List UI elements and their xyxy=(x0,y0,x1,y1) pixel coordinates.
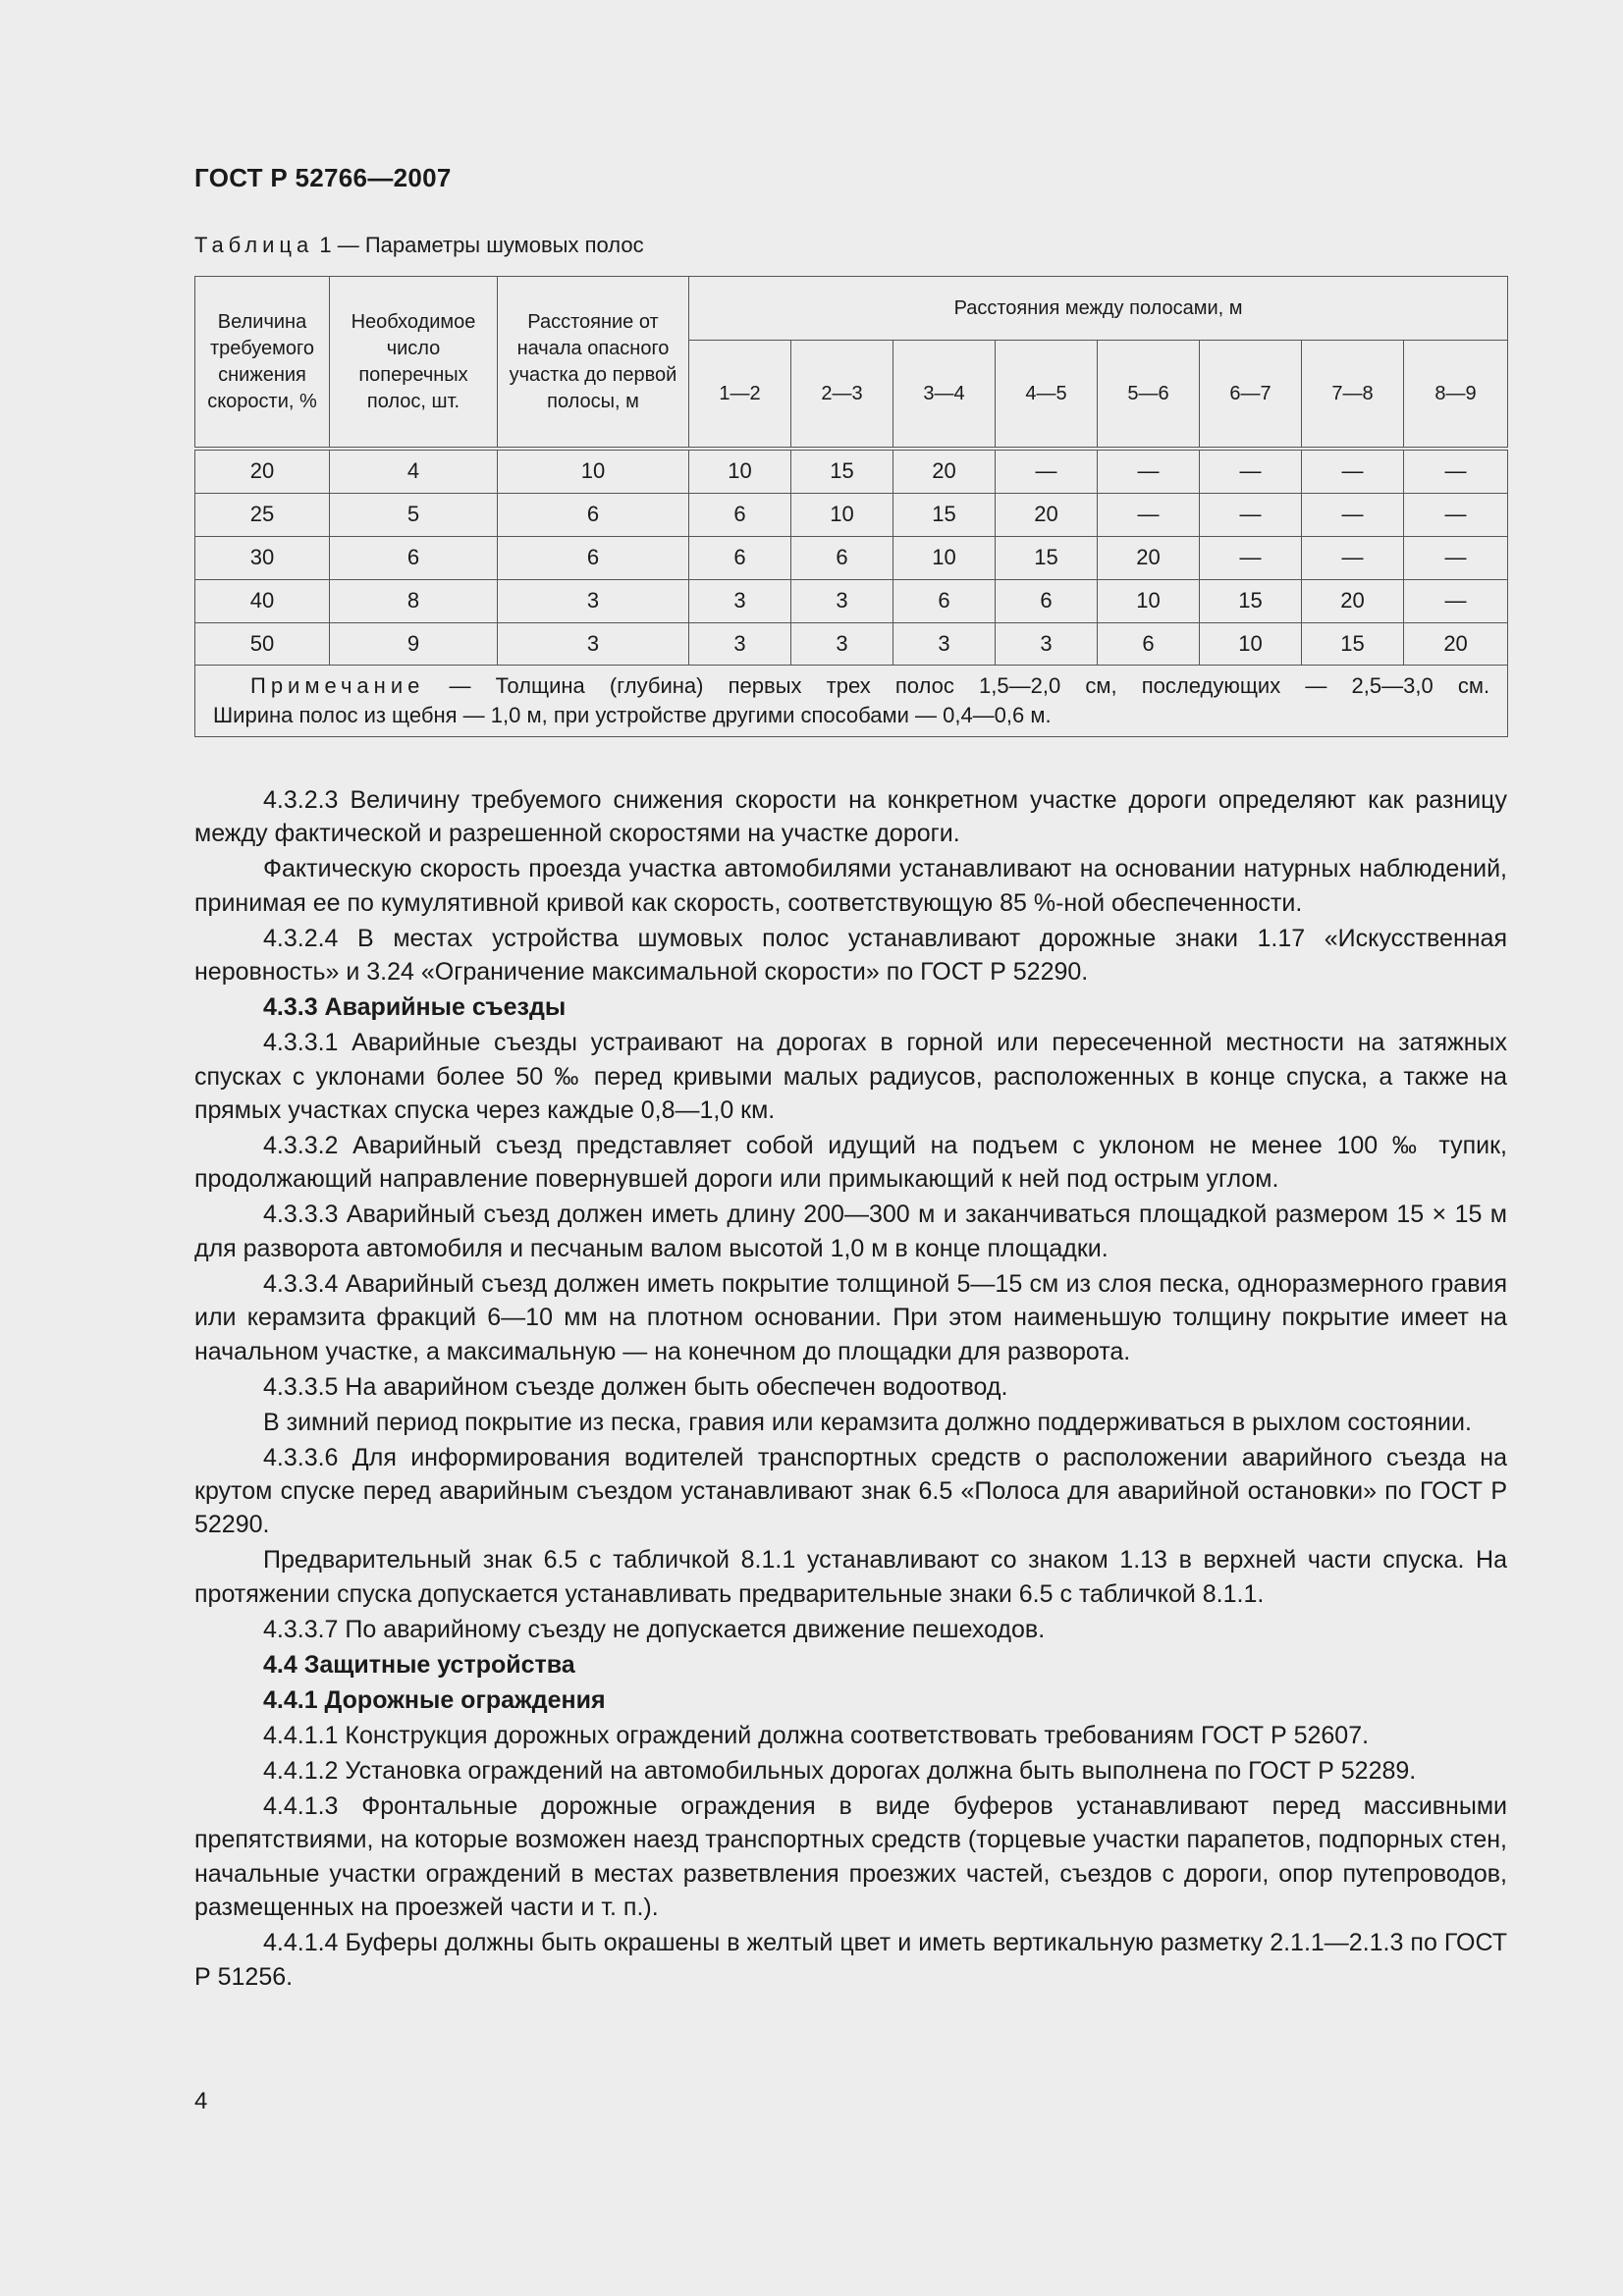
table-cell: — xyxy=(1302,536,1404,579)
table-cell: 20 xyxy=(1098,536,1200,579)
table-cell: 3 xyxy=(791,622,893,666)
table-cell: — xyxy=(1404,493,1508,536)
table-cell: — xyxy=(1404,579,1508,622)
header-first-strip-distance: Расстояние от начала опасного участка до первой полосы, м xyxy=(498,277,689,450)
table-cell: 20 xyxy=(996,493,1098,536)
table-cell: 20 xyxy=(1404,622,1508,666)
table-cell: — xyxy=(1200,449,1302,493)
table-cell: 4 xyxy=(330,449,498,493)
table-caption-word: Таблица xyxy=(194,233,314,257)
header-interval-7: 7—8 xyxy=(1302,341,1404,450)
header-interval-2: 2—3 xyxy=(791,341,893,450)
table-cell: 15 xyxy=(791,449,893,493)
table-cell: 3 xyxy=(791,579,893,622)
table-cell: 10 xyxy=(893,536,996,579)
table-cell: 3 xyxy=(689,622,791,666)
paragraph: 4.3.3.6 Для информирования водителей транспортных средств о расположении аварийного съезда на крутом спуске перед аварийным съездом устанавливают знак 6.5 «Полоса для аварийной остановки» по ГОСТ Р 52290. xyxy=(194,1443,1507,1539)
table-row xyxy=(195,493,1508,536)
header-interval-4: 4—5 xyxy=(996,341,1098,450)
table-cell: 8 xyxy=(330,579,498,622)
header-strip-count: Необходимое число поперечных полос, шт. xyxy=(330,277,498,450)
table-cell: 6 xyxy=(1098,622,1200,666)
table-cell: 6 xyxy=(996,579,1098,622)
paragraph: 4.4.1.3 Фронтальные дорожные ограждения в виде буферов устанавливают перед массивными препятствиями, на которые возможен наезд транспортных средств (торцевые участки парапетов, подпорных стен, начальные участки ограждений в местах разветвления проезжих частей, съездов с дороги, опор путепроводов, размещенных на проезжей части и т. п.). xyxy=(194,1791,1507,1922)
header-distances-between-strips: Расстояния между полосами, м xyxy=(689,277,1508,341)
noise-strips-parameters-table xyxy=(194,276,1508,737)
table-cell: 9 xyxy=(330,622,498,666)
table-cell: 10 xyxy=(791,493,893,536)
page-number: 4 xyxy=(194,2088,208,2114)
document-code-header: ГОСТ Р 52766—2007 xyxy=(194,163,452,192)
table-cell: 15 xyxy=(893,493,996,536)
table-cell: — xyxy=(1098,493,1200,536)
table-cell: 50 xyxy=(195,622,330,666)
table-cell: 40 xyxy=(195,579,330,622)
table-cell: 15 xyxy=(996,536,1098,579)
paragraph: 4.3.3.4 Аварийный съезд должен иметь покрытие толщиной 5—15 см из слоя песка, одноразмерного гравия или керамзита фракций 6—10 мм на плотном основании. При этом наименьшую толщину покрытие имеет на начальном участке, а максимальную — на конечном до площадки для разворота. xyxy=(194,1269,1507,1365)
header-interval-3: 3—4 xyxy=(893,341,996,450)
table-cell: 15 xyxy=(1302,622,1404,666)
paragraph: Фактическую скорость проезда участка автомобилями устанавливают на основании натурных наблюдений, принимая ее по кумулятивной кривой как скорость, соответствующую 85 %-ной обеспеченности. xyxy=(194,855,1507,917)
table-row xyxy=(195,579,1508,622)
body-text xyxy=(194,783,1507,1996)
header-interval-8: 8—9 xyxy=(1404,341,1508,450)
table-note-text-1: — Толщина (глубина) первых трех полос 1,5—2,0 см, последующих — 2,5—3,0 см. xyxy=(424,673,1490,699)
paragraph: 4.3.3.1 Аварийные съезды устраивают на дорогах в горной или пересеченной местности на затяжных спусках с уклонами более 50 ‰ перед кривыми малых радиусов, расположенных в конце спуска, а также на прямых участках спуска через каждые 0,8—1,0 км. xyxy=(194,1029,1507,1125)
table-cell: 3 xyxy=(498,622,689,666)
table-cell: 10 xyxy=(1098,579,1200,622)
paragraph: 4.3.2.4 В местах устройства шумовых полос устанавливают дорожные знаки 1.17 «Искусственная неровность» и 3.24 «Ограничение максимальной скорости» по ГОСТ Р 52290. xyxy=(194,924,1507,987)
paragraph: 4.3.2.3 Величину требуемого снижения скорости на конкретном участке дороги определяют как разницу между фактической и разрешенной скоростями на участке дороги. xyxy=(194,786,1507,848)
table-cell: — xyxy=(1302,493,1404,536)
section-heading: 4.3.3 Аварийные съезды xyxy=(263,993,567,1022)
table-cell: — xyxy=(1098,449,1200,493)
table-cell: 15 xyxy=(1200,579,1302,622)
table-cell: 20 xyxy=(1302,579,1404,622)
paragraph: 4.3.3.5 На аварийном съезде должен быть обеспечен водоотвод. xyxy=(263,1372,1008,1401)
table-cell: 10 xyxy=(689,449,791,493)
table-cell: 25 xyxy=(195,493,330,536)
table-cell: 3 xyxy=(498,579,689,622)
table-row xyxy=(195,449,1508,493)
paragraph: 4.3.3.7 По аварийному съезду не допускается движение пешеходов. xyxy=(263,1615,1046,1643)
table-row xyxy=(195,536,1508,579)
section-heading: 4.4 Защитные устройства xyxy=(263,1650,575,1679)
table-cell: — xyxy=(1404,449,1508,493)
table-cell: — xyxy=(1302,449,1404,493)
table-caption xyxy=(194,233,644,258)
table-cell: 6 xyxy=(689,493,791,536)
table-cell: 3 xyxy=(689,579,791,622)
table-cell: 10 xyxy=(1200,622,1302,666)
table-cell: — xyxy=(1200,493,1302,536)
paragraph: 4.4.1.1 Конструкция дорожных ограждений должна соответствовать требованиям ГОСТ Р 52607. xyxy=(263,1721,1370,1749)
paragraph: 4.4.1.2 Установка ограждений на автомобильных дорогах должна быть выполнена по ГОСТ Р 52289. xyxy=(263,1756,1417,1785)
table-cell: 6 xyxy=(893,579,996,622)
table-cell: 6 xyxy=(330,536,498,579)
table-row xyxy=(195,622,1508,666)
table-cell: 3 xyxy=(996,622,1098,666)
paragraph: 4.3.3.3 Аварийный съезд должен иметь длину 200—300 м и заканчиваться площадкой размером 15 × 15 м для разворота автомобиля и песчаным валом высотой 1,0 м в конце площадки. xyxy=(194,1201,1507,1262)
table-caption-title: 1 — Параметры шумовых полос xyxy=(313,233,644,257)
header-interval-1: 1—2 xyxy=(689,341,791,450)
table-cell: — xyxy=(1200,536,1302,579)
header-interval-6: 6—7 xyxy=(1200,341,1302,450)
table-cell: 20 xyxy=(893,449,996,493)
table-cell: 6 xyxy=(791,536,893,579)
table-cell: 30 xyxy=(195,536,330,579)
section-heading: 4.4.1 Дорожные ограждения xyxy=(263,1685,606,1714)
paragraph: 4.4.1.4 Буферы должны быть окрашены в желтый цвет и иметь вертикальную разметку 2.1.1—2.1.3 по ГОСТ Р 51256. xyxy=(194,1929,1507,1991)
table-cell: 6 xyxy=(689,536,791,579)
table-cell: 6 xyxy=(498,536,689,579)
paragraph: 4.3.3.2 Аварийный съезд представляет собой идущий на подъем с уклоном не менее 100 ‰ тупик, продолжающий направление повернувшей дороги или примыкающий к ней под острым углом. xyxy=(194,1132,1507,1194)
table-note-label: Примечание xyxy=(250,673,425,699)
table-note xyxy=(195,666,1508,737)
header-speed-reduction: Величина требуемого снижения скорости, % xyxy=(195,277,330,450)
table-cell: 6 xyxy=(498,493,689,536)
paragraph: В зимний период покрытие из песка, гравия или керамзита должно поддерживаться в рыхлом состоянии. xyxy=(263,1408,1472,1436)
table-note-line-1 xyxy=(213,671,1489,701)
table-note-line-2: Ширина полос из щебня — 1,0 м, при устройстве другими способами — 0,4—0,6 м. xyxy=(213,703,1052,728)
table-cell: — xyxy=(996,449,1098,493)
table-cell: — xyxy=(1404,536,1508,579)
table-cell: 3 xyxy=(893,622,996,666)
table-cell: 5 xyxy=(330,493,498,536)
header-interval-5: 5—6 xyxy=(1098,341,1200,450)
table-cell: 20 xyxy=(195,449,330,493)
table-cell: 10 xyxy=(498,449,689,493)
paragraph: Предварительный знак 6.5 с табличкой 8.1.1 устанавливают со знаком 1.13 в верхней части спуска. На протяжении спуска допускается устанавливать предварительные знаки 6.5 с табличкой 8.1.1. xyxy=(194,1546,1507,1608)
